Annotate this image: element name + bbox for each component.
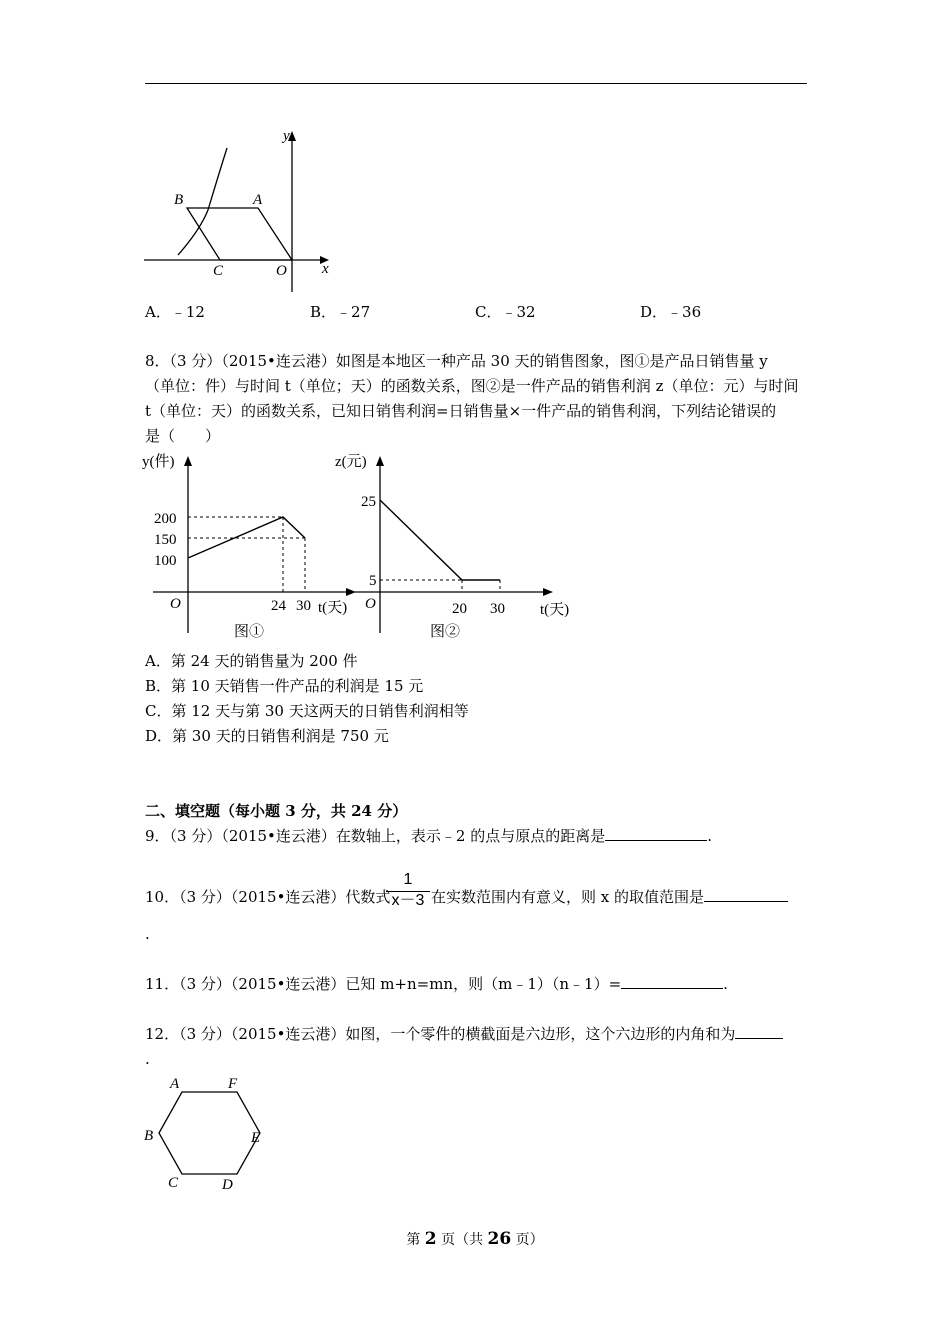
fig1-ytick-150: 150 [154, 532, 177, 548]
q8-line-4: 是（ ） [145, 427, 221, 445]
q12: 12．（3 分）（2015•连云港）如图，一个零件的横截面是六边形，这个六边形的内角和为 [145, 1022, 807, 1047]
hyperbola-curve [178, 148, 227, 255]
fig2-ytick-5: 5 [369, 573, 377, 589]
fig1-xtick-24: 24 [271, 598, 286, 614]
vertex-C: C [168, 1175, 179, 1191]
q8-figure-2 [335, 450, 590, 646]
page-footer: 第 2 页（共 26 页） [406, 1229, 544, 1249]
q7-option-b: B．﹣27 [310, 303, 371, 321]
point-C-label: C [213, 263, 224, 279]
q9: 9．（3 分）（2015•连云港）在数轴上，表示﹣2 的点与原点的距离是 . [145, 824, 807, 849]
q8-option-b: B．第 10 天销售一件产品的利润是 15 元 [145, 677, 424, 695]
fig2-xtick-30: 30 [490, 601, 505, 617]
q7-graph [140, 120, 340, 295]
q7-option-d: D．﹣36 [640, 303, 702, 321]
q8-option-c: C．第 12 天与第 30 天这两天的日销售利润相等 [145, 702, 469, 720]
q7-option-a: A．﹣12 [145, 303, 205, 321]
parallelogram [187, 208, 292, 260]
q8-line-2: （单位：件）与时间 t（单位；天）的函数关系，图②是一件产品的销售利润 z（单位：元）与时间 [145, 377, 799, 395]
q12-end: . [145, 1050, 150, 1068]
header-rule [145, 83, 807, 84]
fig1-xlabel: t(天) [318, 600, 348, 616]
vertex-E: E [251, 1130, 261, 1146]
fig2-xtick-20: 20 [452, 601, 467, 617]
fig1-ylabel: y(件) [142, 454, 175, 470]
q9-blank [605, 824, 707, 841]
vertex-D: D [222, 1177, 233, 1193]
fig1-ytick-200: 200 [154, 511, 177, 527]
q10-numerator: 1 [403, 871, 413, 888]
q8-option-a: A．第 24 天的销售量为 200 件 [145, 652, 358, 670]
fig1-caption: 图① [234, 624, 265, 640]
fig1-origin: O [170, 596, 181, 612]
x-label: x [322, 261, 329, 277]
fig1-sales-line [188, 517, 305, 558]
point-O-label: O [276, 263, 287, 279]
vertex-A: A [170, 1076, 180, 1092]
fig1-ytick-100: 100 [154, 553, 177, 569]
fig2-ylabel: z(元) [335, 454, 367, 470]
q10-text-before: 10．（3 分）（2015•连云港）代数式 [145, 888, 391, 906]
q11-blank [621, 972, 723, 989]
hexagon [159, 1092, 260, 1174]
section-heading: 二、填空题（每小题 3 分，共 24 分） [145, 802, 408, 820]
q12-hexagon-figure [140, 1070, 270, 1195]
fig2-ytick-25: 25 [361, 494, 376, 510]
fig2-xlabel: t(天) [540, 602, 570, 618]
fig2-origin: O [365, 596, 376, 612]
fig2-caption: 图② [430, 624, 461, 640]
q8-line-3: t（单位：天）的函数关系，已知日销售利润=日销售量×一件产品的销售利润，下列结论错误的 [145, 402, 777, 420]
fig2-profit-line [380, 500, 500, 580]
vertex-B: B [144, 1128, 154, 1144]
q10-blank [704, 885, 788, 902]
q12-blank [735, 1022, 783, 1039]
q11: 11．（3 分）（2015•连云港）已知 m+n=mn，则（m﹣1）（n﹣1）= . [145, 972, 807, 997]
vertex-F: F [228, 1076, 238, 1092]
q8-option-d: D．第 30 天的日销售利润是 750 元 [145, 727, 389, 745]
q8-figure-1 [140, 450, 365, 646]
point-A-label: A [253, 192, 263, 208]
q7-option-c: C．﹣32 [475, 303, 536, 321]
q10-text-after: 在实数范围内有意义，则 x 的取值范围是 [431, 885, 788, 910]
point-B-label: B [174, 192, 184, 208]
q10-denominator: x－3 [386, 891, 430, 910]
q8-line-1: 8．（3 分）（2015•连云港）如图是本地区一种产品 30 天的销售图象，图①是产品日销售量 y [145, 352, 768, 370]
q10-end: . [145, 925, 150, 943]
fig1-xtick-30: 30 [296, 598, 311, 614]
y-label: y [283, 128, 290, 144]
q10-fraction [386, 871, 430, 910]
